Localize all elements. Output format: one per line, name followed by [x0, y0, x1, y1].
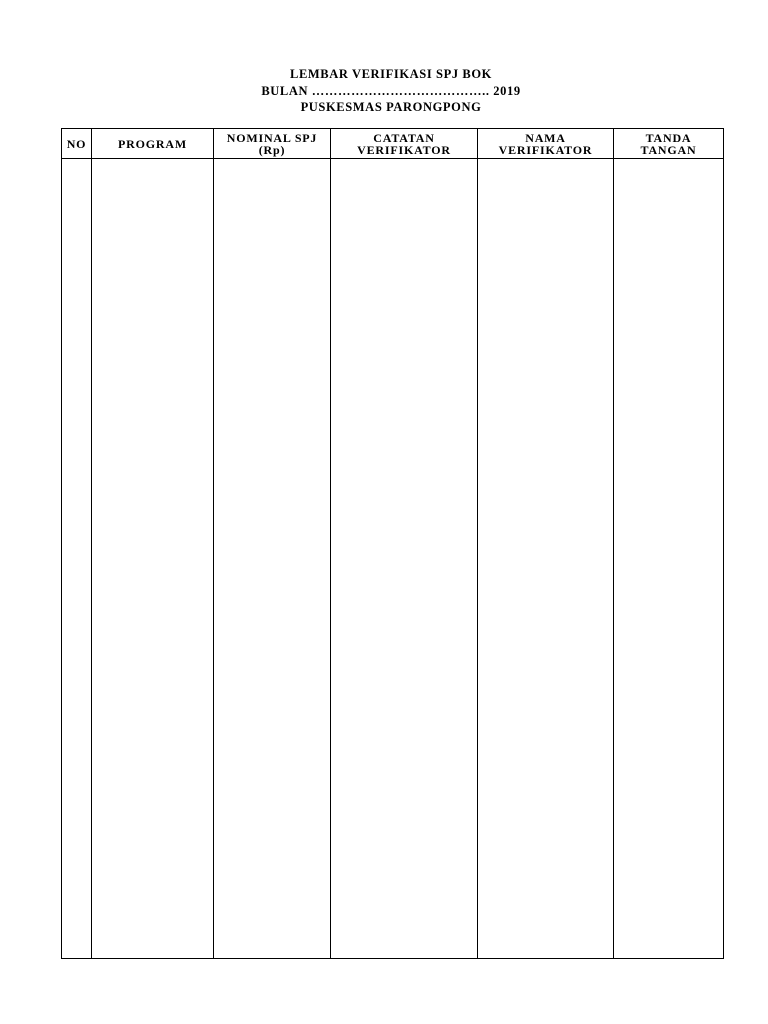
document-title: LEMBAR VERIFIKASI SPJ BOK: [290, 67, 492, 81]
cell-nominal-spj: [214, 159, 331, 959]
cell-no: [62, 159, 92, 959]
column-header-catatan-verifikator: CATATAN VERIFIKATOR: [331, 129, 478, 159]
column-header-program: PROGRAM: [92, 129, 214, 159]
column-header-nama-verifikator: NAMA VERIFIKATOR: [478, 129, 614, 159]
facility-name: PUSKESMAS PARONGPONG: [300, 100, 482, 114]
cell-tanda-tangan: [614, 159, 724, 959]
cell-nama-verifikator: [478, 159, 614, 959]
verification-table: [61, 128, 724, 959]
column-header-nominal-spj: NOMINAL SPJ (Rp): [214, 129, 331, 159]
column-header-no: NO: [62, 129, 92, 159]
period-line: BULAN ………………………………….. 2019: [261, 83, 521, 98]
cell-catatan-verifikator: [331, 159, 478, 959]
document-header: [0, 66, 768, 116]
table-header-row: [62, 129, 724, 159]
column-header-tanda-tangan: TANDA TANGAN: [614, 129, 724, 159]
cell-program: [92, 159, 214, 959]
table-row: [62, 159, 724, 959]
